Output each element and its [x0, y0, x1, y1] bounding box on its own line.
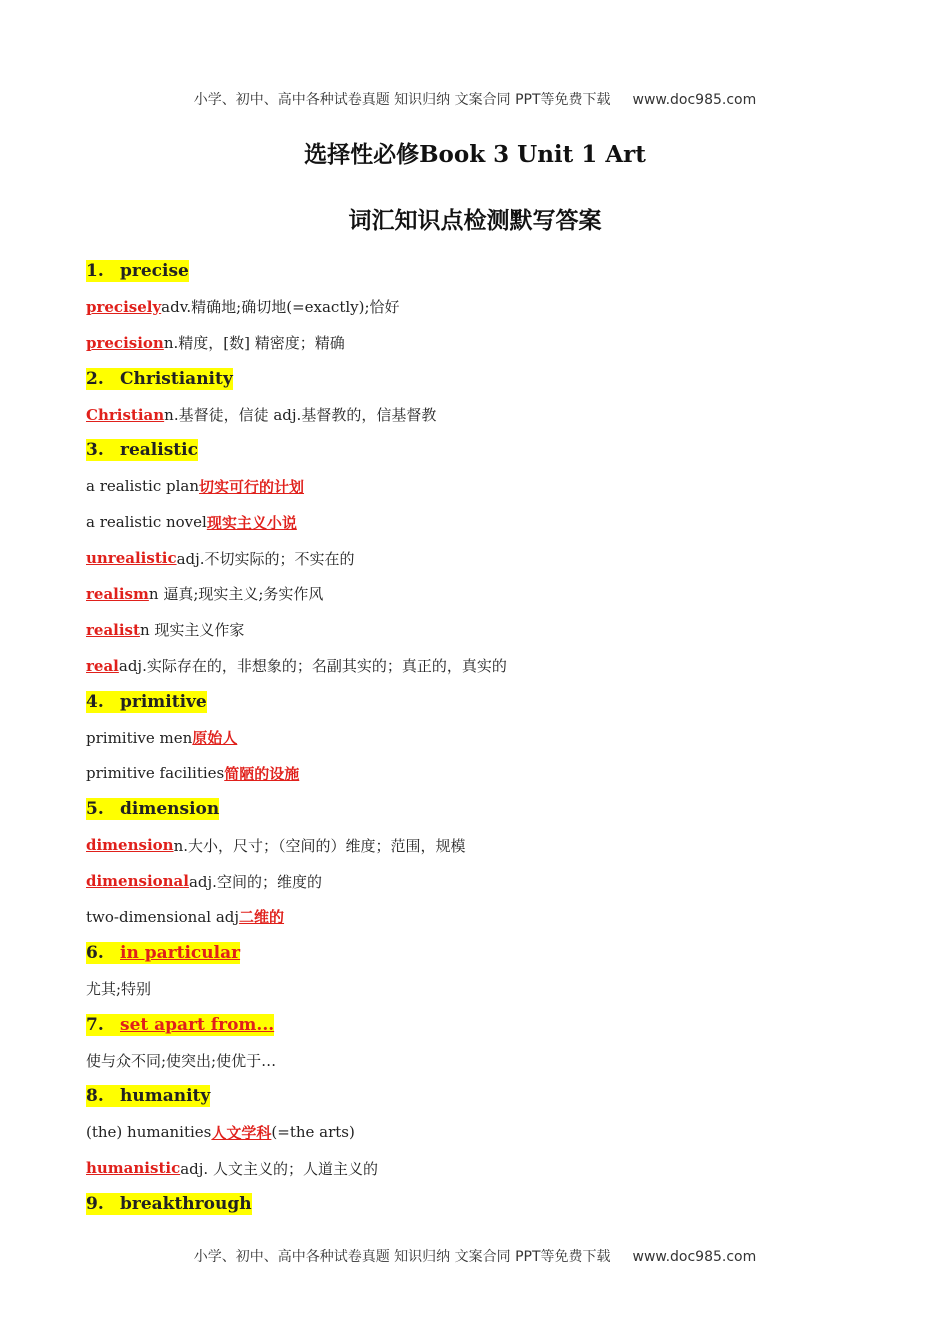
highlighted-term [86, 1193, 252, 1215]
phrase-answer: 切实可行的计划 [199, 477, 305, 496]
phrase-line [86, 1114, 886, 1150]
meaning-text: 尤其;特别 [86, 980, 152, 999]
document-title: 选择性必修Book 3 Unit 1 Art [304, 141, 646, 168]
phrase-answer: 现实主义小说 [206, 513, 297, 532]
highlighted-term [86, 798, 219, 820]
definition-text: adj.实际存在的，非想象的；名副其实的；真正的，真实的 [118, 657, 507, 676]
answer-word: realism [86, 584, 149, 603]
answer-word: realist [86, 620, 140, 639]
phrase-text: a realistic novel [86, 513, 207, 532]
phrase-text: primitive facilities [86, 764, 225, 783]
definition-text: n.精度，[数] 精密度；精确 [163, 334, 345, 353]
phrase-line [86, 468, 886, 504]
definition-text: adv.精确地;确切地(=exactly);恰好 [161, 298, 400, 317]
definition-text: adj.空间的；维度的 [188, 872, 322, 891]
phrase-line [86, 504, 886, 540]
term-word: set apart from... [120, 1014, 275, 1035]
item-number: 4. [86, 691, 104, 712]
answer-word: dimension [86, 836, 174, 855]
item-number: 7. [86, 1014, 104, 1035]
header-site: www.doc985.com [632, 92, 757, 108]
vocab-heading [86, 1186, 886, 1222]
term-word: breakthrough [120, 1194, 252, 1215]
definition-text: n 逼真;现实主义;务实作风 [148, 585, 324, 604]
highlighted-term [86, 260, 189, 282]
phrase-note: (=the arts) [271, 1123, 355, 1142]
item-number: 2. [86, 368, 104, 389]
footer-text: 小学、初中、高中各种试卷真题 知识归纳 文案合同 PPT等免费下载 [193, 1249, 611, 1265]
term-word: primitive [120, 691, 207, 712]
page-footer [0, 1246, 950, 1266]
term-word: precise [120, 260, 189, 281]
definition-line [86, 540, 886, 576]
header-text: 小学、初中、高中各种试卷真题 知识归纳 文案合同 PPT等免费下载 [193, 92, 611, 108]
definition-text: n 现实主义作家 [139, 621, 245, 640]
term-word: in particular [120, 942, 241, 963]
highlighted-term [86, 368, 233, 390]
term-word: humanity [120, 1086, 211, 1107]
definition-line [86, 612, 886, 648]
item-number: 3. [86, 440, 104, 461]
definition-line [86, 863, 886, 899]
item-number: 9. [86, 1194, 104, 1215]
answer-word: precisely [86, 297, 162, 316]
vocab-heading [86, 935, 886, 971]
definition-text: adj. 人文主义的；人道主义的 [180, 1159, 378, 1178]
highlighted-term [86, 1085, 210, 1107]
definition-line [86, 289, 886, 325]
vocab-heading [86, 253, 886, 289]
highlighted-term [86, 439, 198, 461]
definition-line [86, 827, 886, 863]
definition-line [86, 325, 886, 361]
vocab-heading [86, 684, 886, 720]
vocab-heading [86, 1007, 886, 1043]
answer-word: dimensional [86, 872, 189, 891]
phrase-line [86, 755, 886, 791]
definition-line [86, 397, 886, 433]
definition-text: n.大小，尺寸；（空间的）维度；范围，规模 [173, 836, 466, 855]
footer-site: www.doc985.com [632, 1249, 757, 1265]
highlighted-term [86, 691, 207, 713]
phrase-answer: 人文学科 [211, 1123, 272, 1142]
highlighted-term [86, 942, 240, 964]
definition-text: adj.不切实际的；不实在的 [176, 549, 355, 568]
term-word: Christianity [120, 368, 233, 389]
phrase-text: a realistic plan [86, 477, 199, 496]
vocab-heading [86, 361, 886, 397]
phrase-text: (the) humanities [86, 1123, 212, 1142]
definition-line [86, 576, 886, 612]
document-subtitle: 词汇知识点检测默写答案 [348, 207, 602, 234]
answer-word: humanistic [86, 1159, 181, 1178]
phrase-answer: 原始人 [192, 729, 238, 748]
meaning-line [86, 1043, 886, 1079]
highlighted-term [86, 1014, 274, 1036]
phrase-line [86, 720, 886, 756]
definition-line [86, 1150, 886, 1186]
vocab-heading [86, 1078, 886, 1114]
vocab-list [86, 253, 886, 1222]
item-number: 8. [86, 1086, 104, 1107]
answer-word: unrealistic [86, 549, 177, 568]
phrase-answer: 二维的 [239, 908, 285, 927]
answer-word: precision [86, 333, 164, 352]
item-number: 5. [86, 799, 104, 820]
answer-word: Christian [86, 405, 165, 424]
definition-line [86, 648, 886, 684]
item-number: 6. [86, 942, 104, 963]
phrase-answer: 简陋的设施 [224, 764, 300, 783]
phrase-text: two-dimensional adj [86, 907, 240, 926]
phrase-line [86, 899, 886, 935]
meaning-line [86, 971, 886, 1007]
item-number: 1. [86, 260, 104, 281]
definition-text: n.基督徒，信徒 adj.基督教的，信基督教 [164, 406, 437, 424]
phrase-text: primitive men [86, 728, 193, 747]
vocab-heading [86, 791, 886, 827]
vocab-heading [86, 432, 886, 468]
page-header [0, 89, 950, 109]
term-word: realistic [120, 440, 198, 461]
meaning-text: 使与众不同;使突出;使优于… [86, 1052, 277, 1071]
answer-word: real [86, 656, 119, 675]
term-word: dimension [120, 799, 220, 820]
